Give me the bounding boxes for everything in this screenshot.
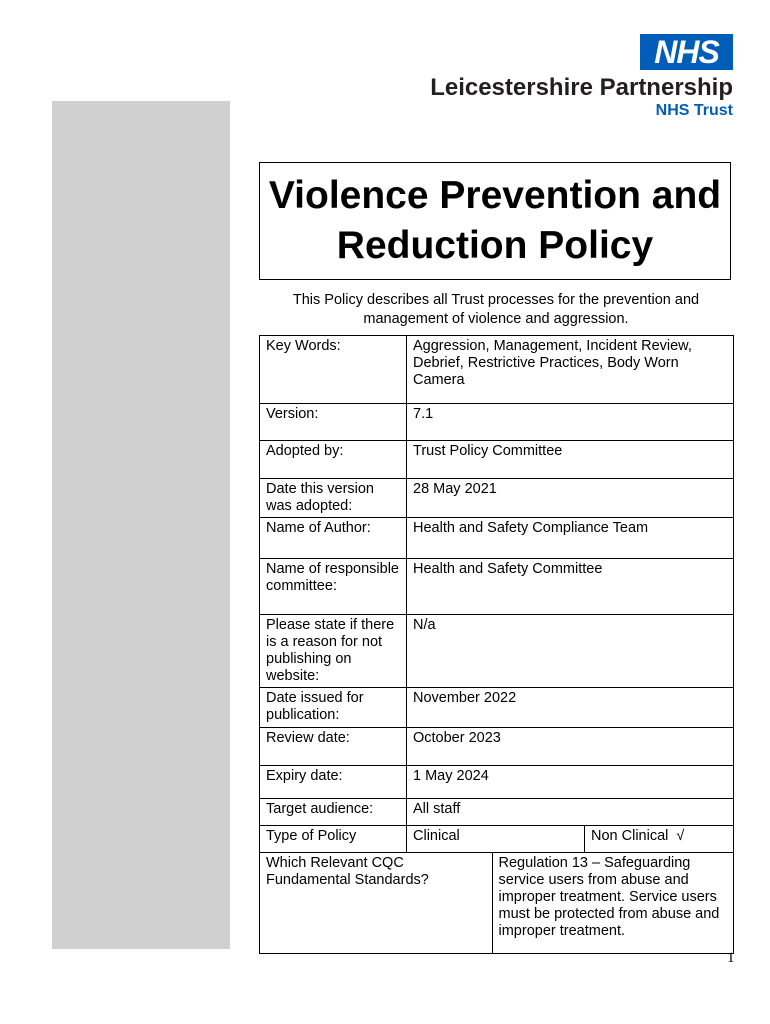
row-value-publishing-reason: N/a <box>407 615 734 688</box>
table-row <box>260 799 734 826</box>
sidebar-panel <box>52 101 230 949</box>
table-row <box>260 826 734 853</box>
table-row <box>260 336 734 404</box>
row-key-expiry-date: Expiry date: <box>260 766 407 799</box>
row-value-key-words: Aggression, Management, Incident Review, Debrief, Restrictive Practices, Body Worn Camera <box>407 336 734 404</box>
cqc-subtable <box>260 853 733 953</box>
table-row <box>260 441 734 479</box>
row-key-target-audience: Target audience: <box>260 799 407 826</box>
org-name: Leicestershire Partnership <box>430 74 733 101</box>
table-row <box>260 559 734 615</box>
title-box <box>259 162 731 280</box>
row-value-date-adopted: 28 May 2021 <box>407 479 734 518</box>
row-value-expiry-date: 1 May 2024 <box>407 766 734 799</box>
page-number: 1 <box>727 950 735 966</box>
table-row <box>260 615 734 688</box>
row-key-cqc: Which Relevant CQC Fundamental Standards? <box>260 853 492 953</box>
nhs-logo-text: NHS <box>654 34 719 70</box>
table-row <box>260 853 734 954</box>
row-value-version: 7.1 <box>407 404 734 441</box>
table-row <box>260 479 734 518</box>
table-row <box>260 404 734 441</box>
row-value-review-date: October 2023 <box>407 728 734 766</box>
row-value-target-audience: All staff <box>407 799 734 826</box>
document-description: This Policy describes all Trust processes for the prevention and management of violence and aggression. <box>292 292 700 327</box>
row-value-adopted-by: Trust Policy Committee <box>407 441 734 479</box>
row-value-author: Health and Safety Compliance Team <box>407 518 734 559</box>
row-key-adopted-by: Adopted by: <box>260 441 407 479</box>
row-key-author: Name of Author: <box>260 518 407 559</box>
row-key-committee: Name of responsible committee: <box>260 559 407 615</box>
row-key-version: Version: <box>260 404 407 441</box>
row-key-key-words: Key Words: <box>260 336 407 404</box>
table-row <box>260 688 734 728</box>
row-value-cqc: Regulation 13 – Safeguarding service users from abuse and improper treatment. Service users must be protected from abuse and improper treatment. <box>498 855 720 939</box>
table-row <box>260 518 734 559</box>
table-row <box>260 728 734 766</box>
row-key-date-adopted: Date this version was adopted: <box>260 479 407 518</box>
document-title: Violence Prevention and Reduction Policy <box>268 174 722 267</box>
row-value-committee: Health and Safety Committee <box>407 559 734 615</box>
row-value-non-clinical: Non Clinical √ <box>585 826 734 853</box>
row-key-publishing-reason: Please state if there is a reason for not publishing on website: <box>260 615 407 688</box>
row-value-clinical: Clinical <box>407 826 585 853</box>
row-key-date-issued: Date issued for publication: <box>260 688 407 728</box>
org-subtitle: NHS Trust <box>655 102 733 119</box>
row-key-type-of-policy: Type of Policy <box>260 826 407 853</box>
row-value-date-issued: November 2022 <box>407 688 734 728</box>
nhs-logo <box>640 34 733 70</box>
row-key-review-date: Review date: <box>260 728 407 766</box>
table-row <box>260 766 734 799</box>
policy-metadata-table <box>259 335 734 954</box>
